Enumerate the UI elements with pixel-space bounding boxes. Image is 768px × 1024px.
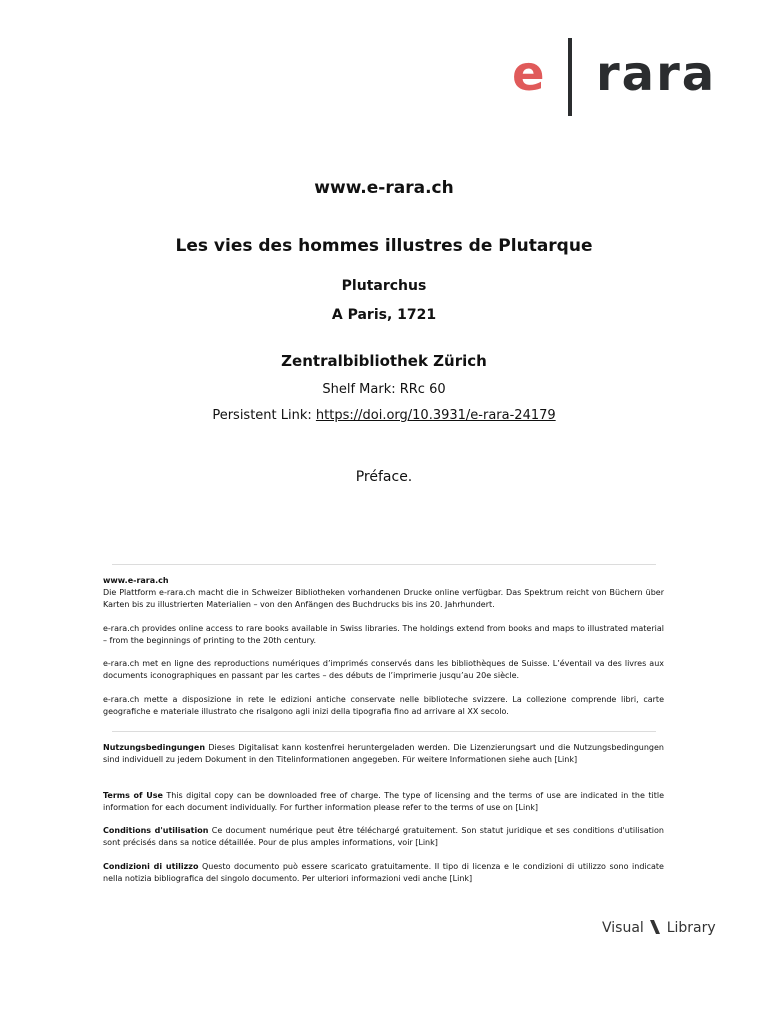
author: Plutarchus — [341, 278, 427, 294]
terms-it-text: Questo documento può essere scaricato gratuitamente. Il tipo di licenza e le condizioni di utilizzo sono indicate nella notizia bibliografica del singolo documento. Per ulteriori informazioni vedi anche [Link] — [103, 862, 664, 883]
terms-fr — [103, 825, 664, 849]
visual-library-library: Library — [666, 920, 716, 936]
about-fr: e-rara.ch met en ligne des reproductions numériques d’imprimés conservés dans les bibliothèques de Suisse. L’éventail va des livres aux documents iconographiques en passant par les cartes – des débuts de l’imprimerie jusqu’au 20e siècle. — [103, 659, 664, 680]
terms-de-label: Nutzungsbedingungen — [103, 743, 206, 752]
about-it: e-rara.ch mette a disposizione in rete le edizioni antiche conservate nelle biblioteche svizzere. La collezione comprende libri, carte geografiche e materiale illustrato che risalgono agli inizi della tipografia fino ad arrivare al XX secolo. — [103, 695, 664, 716]
about-heading: www.e-rara.ch — [103, 576, 169, 585]
logo-e-letter: e — [512, 46, 545, 102]
terms-de-text: Dieses Digitalisat kann kostenfrei heruntergeladen werden. Die Lizenzierungsart und die Nutzungsbedingungen sind individuell zu jedem Dokument in den Titelinformationen angegeben. Für weitere Informationen siehe auch [Link] — [103, 743, 664, 764]
persistent-link-line — [0, 408, 768, 423]
logo-divider — [568, 38, 572, 116]
about-en: e-rara.ch provides online access to rare books available in Swiss libraries. The holdings extend from books and maps to illustrated material – from the beginnings of printing to the 20th century. — [103, 624, 664, 645]
terms-en-label: Terms of Use — [103, 791, 163, 800]
terms-fr-label: Conditions d'utilisation — [103, 826, 209, 835]
divider-top — [112, 564, 656, 565]
terms-en-text: This digital copy can be downloaded free of charge. The type of licensing and the terms of use are indicated in the title information for each document individually. For further information please refer to the terms of use on [Link] — [103, 791, 664, 812]
terms-it — [103, 861, 664, 885]
site-url: www.e-rara.ch — [314, 178, 454, 198]
e-rara-logo — [512, 36, 722, 118]
imprint: A Paris, 1721 — [331, 307, 437, 323]
section-title: Préface. — [355, 469, 413, 485]
terms-en — [103, 790, 664, 814]
terms-de — [103, 742, 664, 766]
logo-rara-text: rara — [596, 46, 717, 102]
visual-library-visual: Visual — [602, 920, 644, 936]
visual-library-slash-icon — [648, 920, 662, 934]
library-name: Zentralbibliothek Zürich — [281, 352, 487, 370]
visual-library-logo — [602, 920, 716, 936]
book-title: Les vies des hommes illustres de Plutarque — [175, 236, 593, 256]
persistent-link-label: Persistent Link: — [212, 408, 316, 423]
divider-bottom — [112, 731, 656, 732]
persistent-link[interactable]: https://doi.org/10.3931/e-rara-24179 — [315, 408, 556, 423]
about-de: Die Plattform e-rara.ch macht die in Schweizer Bibliotheken vorhandenen Drucke online verfügbar. Das Spektrum reicht von Büchern über Karten bis zu illustrierten Materialien – von den Anfängen des Buchdrucks bis ins 20. Jahrhundert. — [103, 588, 664, 609]
about-block-de — [103, 575, 664, 611]
terms-fr-text: Ce document numérique peut être téléchargé gratuitement. Son statut juridique et ses conditions d'utilisation sont précisés dans sa notice détaillée. Pour de plus amples informations, voir [Link] — [103, 826, 664, 847]
terms-it-label: Condizioni di utilizzo — [103, 862, 199, 871]
shelf-mark: Shelf Mark: RRc 60 — [322, 382, 446, 397]
